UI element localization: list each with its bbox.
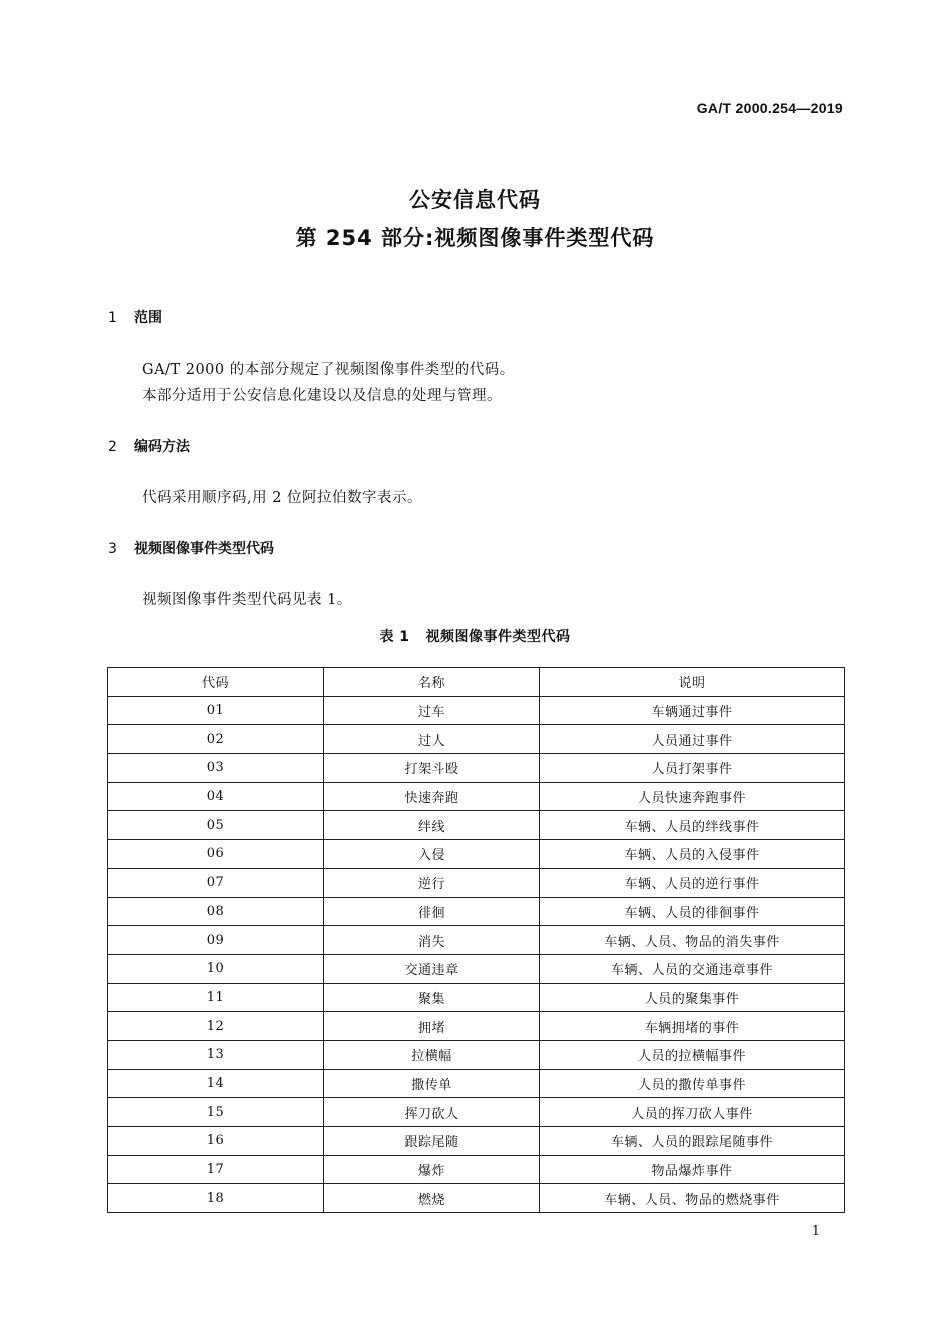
cell-description: 人员快速奔跑事件 — [540, 782, 845, 811]
section-number: 2 — [108, 439, 117, 455]
standard-number: GA/T 2000.254—2019 — [696, 100, 843, 116]
table-row — [108, 1127, 845, 1156]
section-title: 视频图像事件类型代码 — [134, 541, 274, 557]
cell-description: 车辆、人员的跟踪尾随事件 — [540, 1127, 845, 1156]
cell-code: 15 — [108, 1098, 324, 1127]
cell-name: 过人 — [324, 725, 540, 754]
table-header-row — [108, 668, 845, 697]
cell-description: 车辆、人员的徘徊事件 — [540, 897, 845, 926]
paragraph: GA/T 2000 的本部分规定了视频图像事件类型的代码。 — [142, 362, 515, 378]
cell-code: 04 — [108, 782, 324, 811]
section-2-heading — [108, 436, 190, 456]
section-number: 1 — [108, 310, 117, 326]
cell-description: 车辆、人员的入侵事件 — [540, 840, 845, 869]
cell-description: 人员的拉横幅事件 — [540, 1040, 845, 1069]
cell-name: 过车 — [324, 696, 540, 725]
cell-code: 12 — [108, 1012, 324, 1041]
document-title: 公安信息代码 — [409, 188, 541, 212]
cell-description: 车辆、人员的交通违章事件 — [540, 954, 845, 983]
header-code: 代码 — [108, 668, 324, 697]
cell-name: 聚集 — [324, 983, 540, 1012]
cell-code: 06 — [108, 840, 324, 869]
table-caption-label: 表 1 — [379, 629, 410, 645]
cell-description: 人员打架事件 — [540, 754, 845, 783]
header-name: 名称 — [324, 668, 540, 697]
cell-description: 人员通过事件 — [540, 725, 845, 754]
table-row — [108, 811, 845, 840]
cell-description: 车辆通过事件 — [540, 696, 845, 725]
cell-code: 07 — [108, 868, 324, 897]
cell-description: 人员的撒传单事件 — [540, 1069, 845, 1098]
table-row — [108, 840, 845, 869]
table-row — [108, 1012, 845, 1041]
table-body — [108, 696, 845, 1212]
table-row — [108, 1184, 845, 1213]
cell-code: 08 — [108, 897, 324, 926]
cell-name: 跟踪尾随 — [324, 1127, 540, 1156]
section-number: 3 — [108, 541, 117, 557]
cell-code: 18 — [108, 1184, 324, 1213]
paragraph: 本部分适用于公安信息化建设以及信息的处理与管理。 — [142, 388, 502, 404]
cell-description: 人员的聚集事件 — [540, 983, 845, 1012]
paragraph: 视频图像事件类型代码见表 1。 — [142, 592, 352, 608]
table-row — [108, 983, 845, 1012]
cell-code: 09 — [108, 926, 324, 955]
cell-code: 02 — [108, 725, 324, 754]
cell-name: 拉横幅 — [324, 1040, 540, 1069]
table-row — [108, 868, 845, 897]
event-type-code-table — [107, 667, 845, 1213]
cell-name: 交通违章 — [324, 954, 540, 983]
cell-name: 快速奔跑 — [324, 782, 540, 811]
table-caption-title: 视频图像事件类型代码 — [425, 629, 571, 645]
cell-name: 逆行 — [324, 868, 540, 897]
document-subtitle: 第 254 部分:视频图像事件类型代码 — [295, 226, 655, 250]
table-row — [108, 926, 845, 955]
cell-name: 入侵 — [324, 840, 540, 869]
cell-description: 人员的挥刀砍人事件 — [540, 1098, 845, 1127]
cell-code: 05 — [108, 811, 324, 840]
cell-description: 车辆、人员的逆行事件 — [540, 868, 845, 897]
table-row — [108, 696, 845, 725]
cell-code: 14 — [108, 1069, 324, 1098]
header-description: 说明 — [540, 668, 845, 697]
cell-code: 11 — [108, 983, 324, 1012]
cell-name: 燃烧 — [324, 1184, 540, 1213]
cell-name: 爆炸 — [324, 1155, 540, 1184]
cell-name: 消失 — [324, 926, 540, 955]
paragraph: 代码采用顺序码,用 2 位阿拉伯数字表示。 — [142, 490, 423, 506]
table-row — [108, 897, 845, 926]
table-row — [108, 1069, 845, 1098]
table-caption — [0, 626, 950, 646]
section-1-heading — [108, 307, 162, 327]
section-title: 编码方法 — [134, 439, 190, 455]
cell-name: 徘徊 — [324, 897, 540, 926]
cell-name: 绊线 — [324, 811, 540, 840]
table-row — [108, 954, 845, 983]
cell-code: 17 — [108, 1155, 324, 1184]
cell-description: 车辆拥堵的事件 — [540, 1012, 845, 1041]
section-3-heading — [108, 538, 274, 558]
cell-name: 撒传单 — [324, 1069, 540, 1098]
cell-code: 03 — [108, 754, 324, 783]
page-number: 1 — [811, 1224, 820, 1239]
cell-description: 车辆、人员的绊线事件 — [540, 811, 845, 840]
table-row — [108, 754, 845, 783]
cell-code: 10 — [108, 954, 324, 983]
cell-description: 车辆、人员、物品的消失事件 — [540, 926, 845, 955]
table-row — [108, 725, 845, 754]
cell-name: 打架斗殴 — [324, 754, 540, 783]
table-row — [108, 1040, 845, 1069]
cell-code: 16 — [108, 1127, 324, 1156]
table-row — [108, 1155, 845, 1184]
cell-name: 拥堵 — [324, 1012, 540, 1041]
cell-code: 01 — [108, 696, 324, 725]
cell-description: 物品爆炸事件 — [540, 1155, 845, 1184]
cell-description: 车辆、人员、物品的燃烧事件 — [540, 1184, 845, 1213]
cell-code: 13 — [108, 1040, 324, 1069]
section-title: 范围 — [134, 310, 162, 326]
table-row — [108, 782, 845, 811]
table-row — [108, 1098, 845, 1127]
cell-name: 挥刀砍人 — [324, 1098, 540, 1127]
